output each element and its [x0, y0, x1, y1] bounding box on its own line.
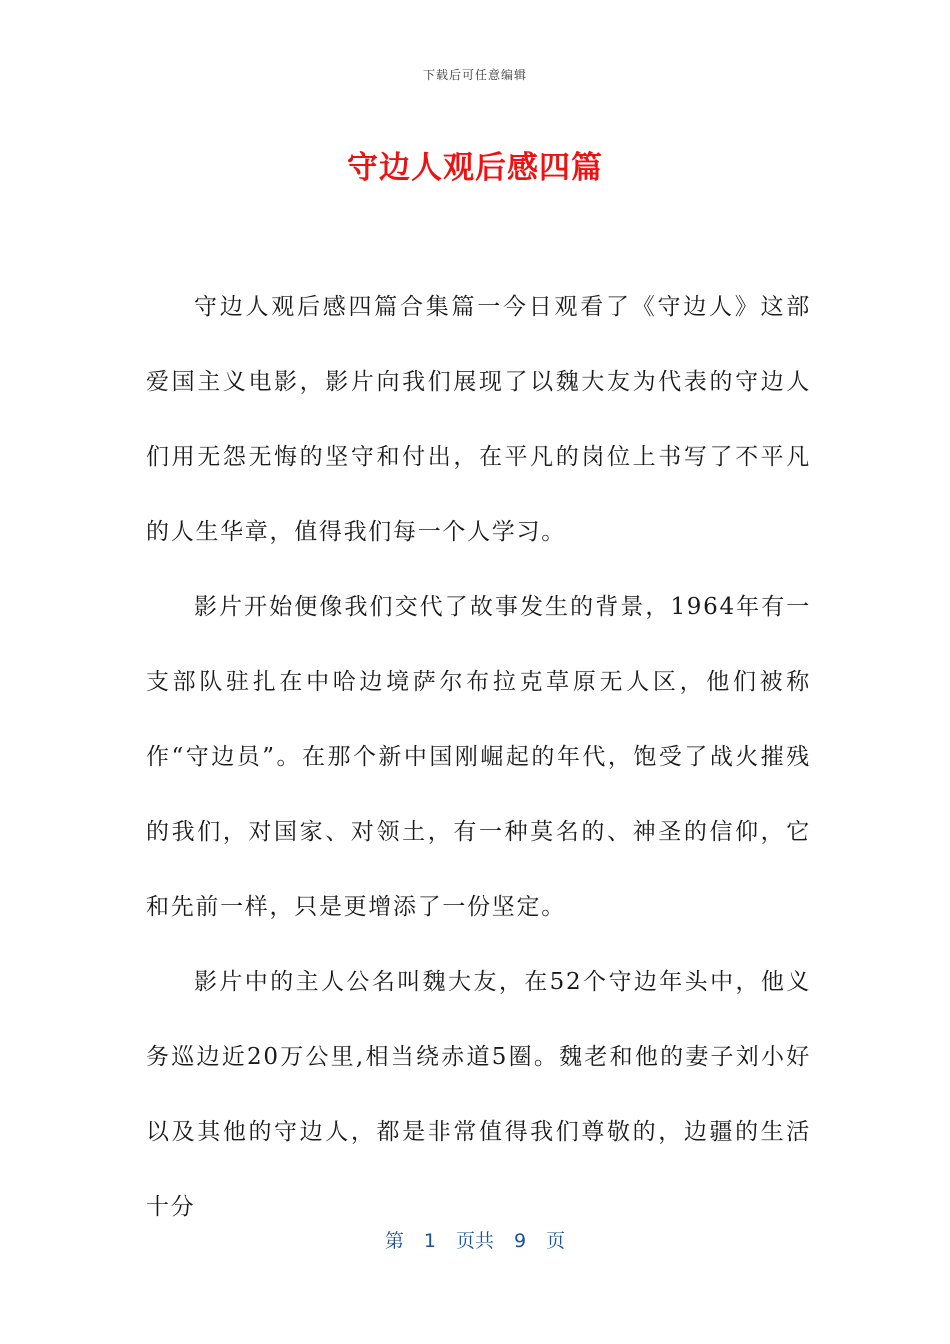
page-header-note: 下载后可任意编辑 [422, 68, 527, 82]
paragraph-2: 影片开始便像我们交代了故事发生的背景，1964年有一支部队驻扎在中哈边境萨尔布拉克草原无人区，他们被称作“守边员”。在那个新中国刚崛起的年代，饱受了战火摧残的我们，对国家、对领土，有一种莫名的、神圣的信仰，它和先前一样，只是更增添了一份坚定。 [146, 594, 811, 920]
paragraph-1: 守边人观后感四篇合集篇一今日观看了《守边人》这部爱国主义电影，影片向我们展现了以魏大友为代表的守边人们用无怨无悔的坚守和付出，在平凡的岗位上书写了不平凡的人生华章，值得我们每一个人学习。 [146, 294, 811, 545]
document-body [146, 270, 811, 1245]
page-title: 守边人观后感四篇 [347, 150, 603, 186]
paragraph-3: 影片中的主人公名叫魏大友，在52个守边年头中，他义务巡边近20万公里,相当绕赤道5圈。魏老和他的妻子刘小好以及其他的守边人，都是非常值得我们尊敬的，边疆的生活十分 [146, 969, 811, 1220]
page-number-footer: 第 1 页共 9 页 [384, 1230, 566, 1252]
